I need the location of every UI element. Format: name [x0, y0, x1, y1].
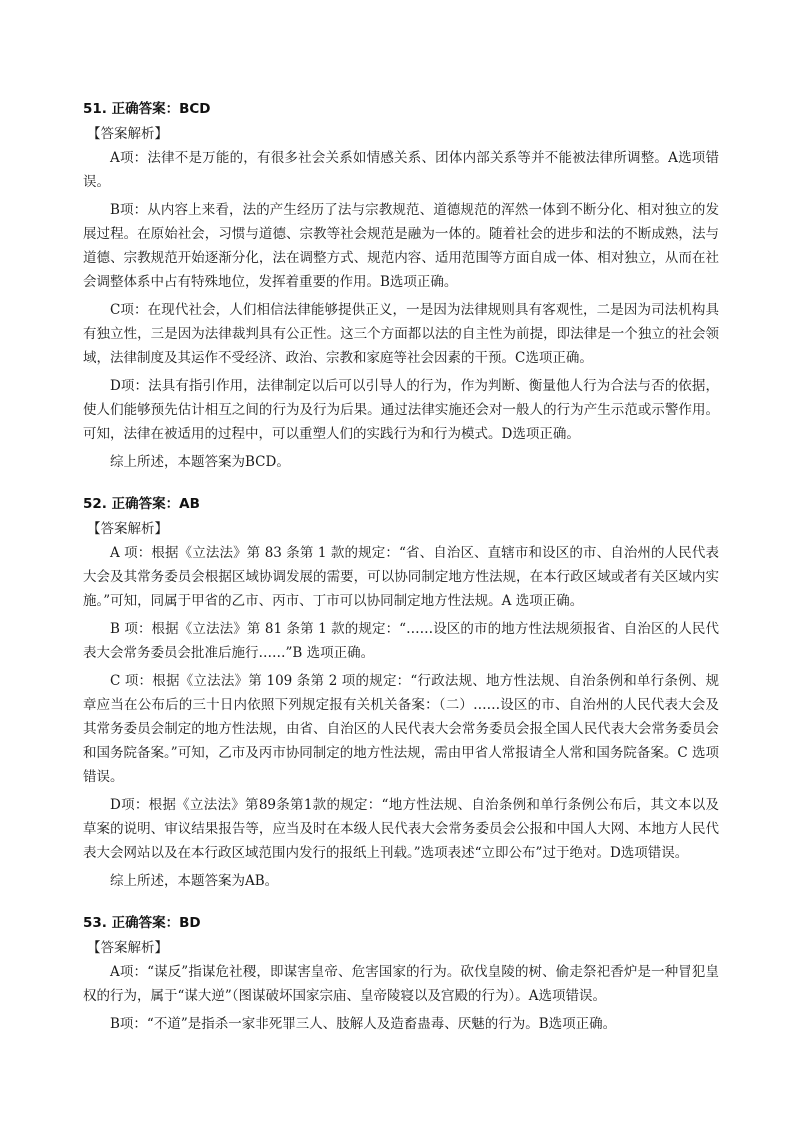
analysis-paragraph: D项：根据《立法法》第89条第1款的规定：“地方性法规、自治条例和单行条例公布后，其文本以及草案的说明、审议结果报告等，应当及时在本级人民代表大会常务委员会公报和中国人大网、本地方人民代表大会网站以及在本行政区域范围内发行的报纸上刊载。”选项表述“立即公布”过于绝对。D选项错误。	[83, 797, 719, 861]
answer-section-53	[83, 910, 719, 1036]
analysis-paragraph: C 项：根据《立法法》第 109 条第 2 项的规定：“行政法规、地方性法规、自治条例和单行条例、规章应当在公布后的三十日内依照下列规定报有关机关备案：（二）……设区的市、自治州的人民代表大会及其常务委员会制定的地方性法规，由省、自治区的人民代表大会常务委员会报全国人民代表大会常务委员会和国务院备案。”可知，乙市及丙市协同制定的地方性法规，需由甲省人常报请全人常和国务院备案。C 选项错误。	[83, 673, 719, 785]
analysis-paragraph: B项：从内容上来看，法的产生经历了法与宗教规范、道德规范的浑然一体到不断分化、相对独立的发展过程。在原始社会，习惯与道德、宗教等社会规范是融为一体的。随着社会的进步和法的不断成熟，法与道德、宗教规范开始逐渐分化，法在调整方式、规范内容、适用范围等方面自成一体、相对独立，从而在社会调整体系中占有特殊地位，发挥着重要的作用。B选项正确。	[83, 202, 719, 290]
answer-heading: 53. 正确答案：BD	[83, 915, 201, 931]
answer-section-51	[83, 96, 719, 474]
analysis-paragraph: B 项：根据《立法法》第 81 条第 1 款的规定：“……设区的市的地方性法规须报省、自治区的人民代表大会常务委员会批准后施行……”B 选项正确。	[83, 621, 719, 661]
answer-section-52	[83, 491, 719, 893]
analysis-label: 【答案解析】	[87, 126, 168, 142]
analysis-paragraph: A 项：根据《立法法》第 83 条第 1 款的规定：“省、自治区、直辖市和设区的市、自治州的人民代表大会及其常务委员会根据区域协调发展的需要，可以协同制定地方性法规，在本行政区域或者有关区域内实施。”可知，同属于甲省的乙市、丙市、丁市可以协同制定地方性法规。A 选项正确。	[83, 545, 719, 609]
document-page	[83, 96, 719, 1053]
analysis-label: 【答案解析】	[87, 521, 168, 537]
analysis-label: 【答案解析】	[87, 940, 168, 956]
analysis-paragraph: B项：“不道”是指杀一家非死罪三人、肢解人及造畜蛊毒、厌魅的行为。B选项正确。	[110, 1016, 617, 1032]
analysis-paragraph: A项：“谋反”指谋危社稷，即谋害皇帝、危害国家的行为。砍伐皇陵的树、偷走祭祀香炉是一种冒犯皇权的行为，属于“谋大逆”（图谋破坏国家宗庙、皇帝陵寝以及宫殿的行为）。A选项错误。	[83, 964, 719, 1004]
analysis-paragraph: A项：法律不是万能的，有很多社会关系如情感关系、团体内部关系等并不能被法律所调整。A选项错误。	[83, 150, 719, 190]
summary-paragraph: 综上所述，本题答案为AB。	[110, 873, 279, 889]
answer-heading: 51. 正确答案：BCD	[83, 101, 211, 117]
analysis-paragraph: D项：法具有指引作用，法律制定以后可以引导人的行为，作为判断、衡量他人行为合法与否的依据，使人们能够预先估计相互之间的行为及行为后果。通过法律实施还会对一般人的行为产生示范或示警作用。可知，法律在被适用的过程中，可以重塑人们的实践行为和行为模式。D选项正确。	[83, 378, 719, 442]
answer-heading: 52. 正确答案：AB	[83, 496, 200, 512]
summary-paragraph: 综上所述，本题答案为BCD。	[110, 454, 290, 470]
analysis-paragraph: C项：在现代社会，人们相信法律能够提供正义，一是因为法律规则具有客观性，二是因为司法机构具有独立性，三是因为法律裁判具有公正性。这三个方面都以法的自主性为前提，即法律是一个独立的社会领域，法律制度及其运作不受经济、政治、宗教和家庭等社会因素的干预。C选项正确。	[83, 302, 719, 366]
